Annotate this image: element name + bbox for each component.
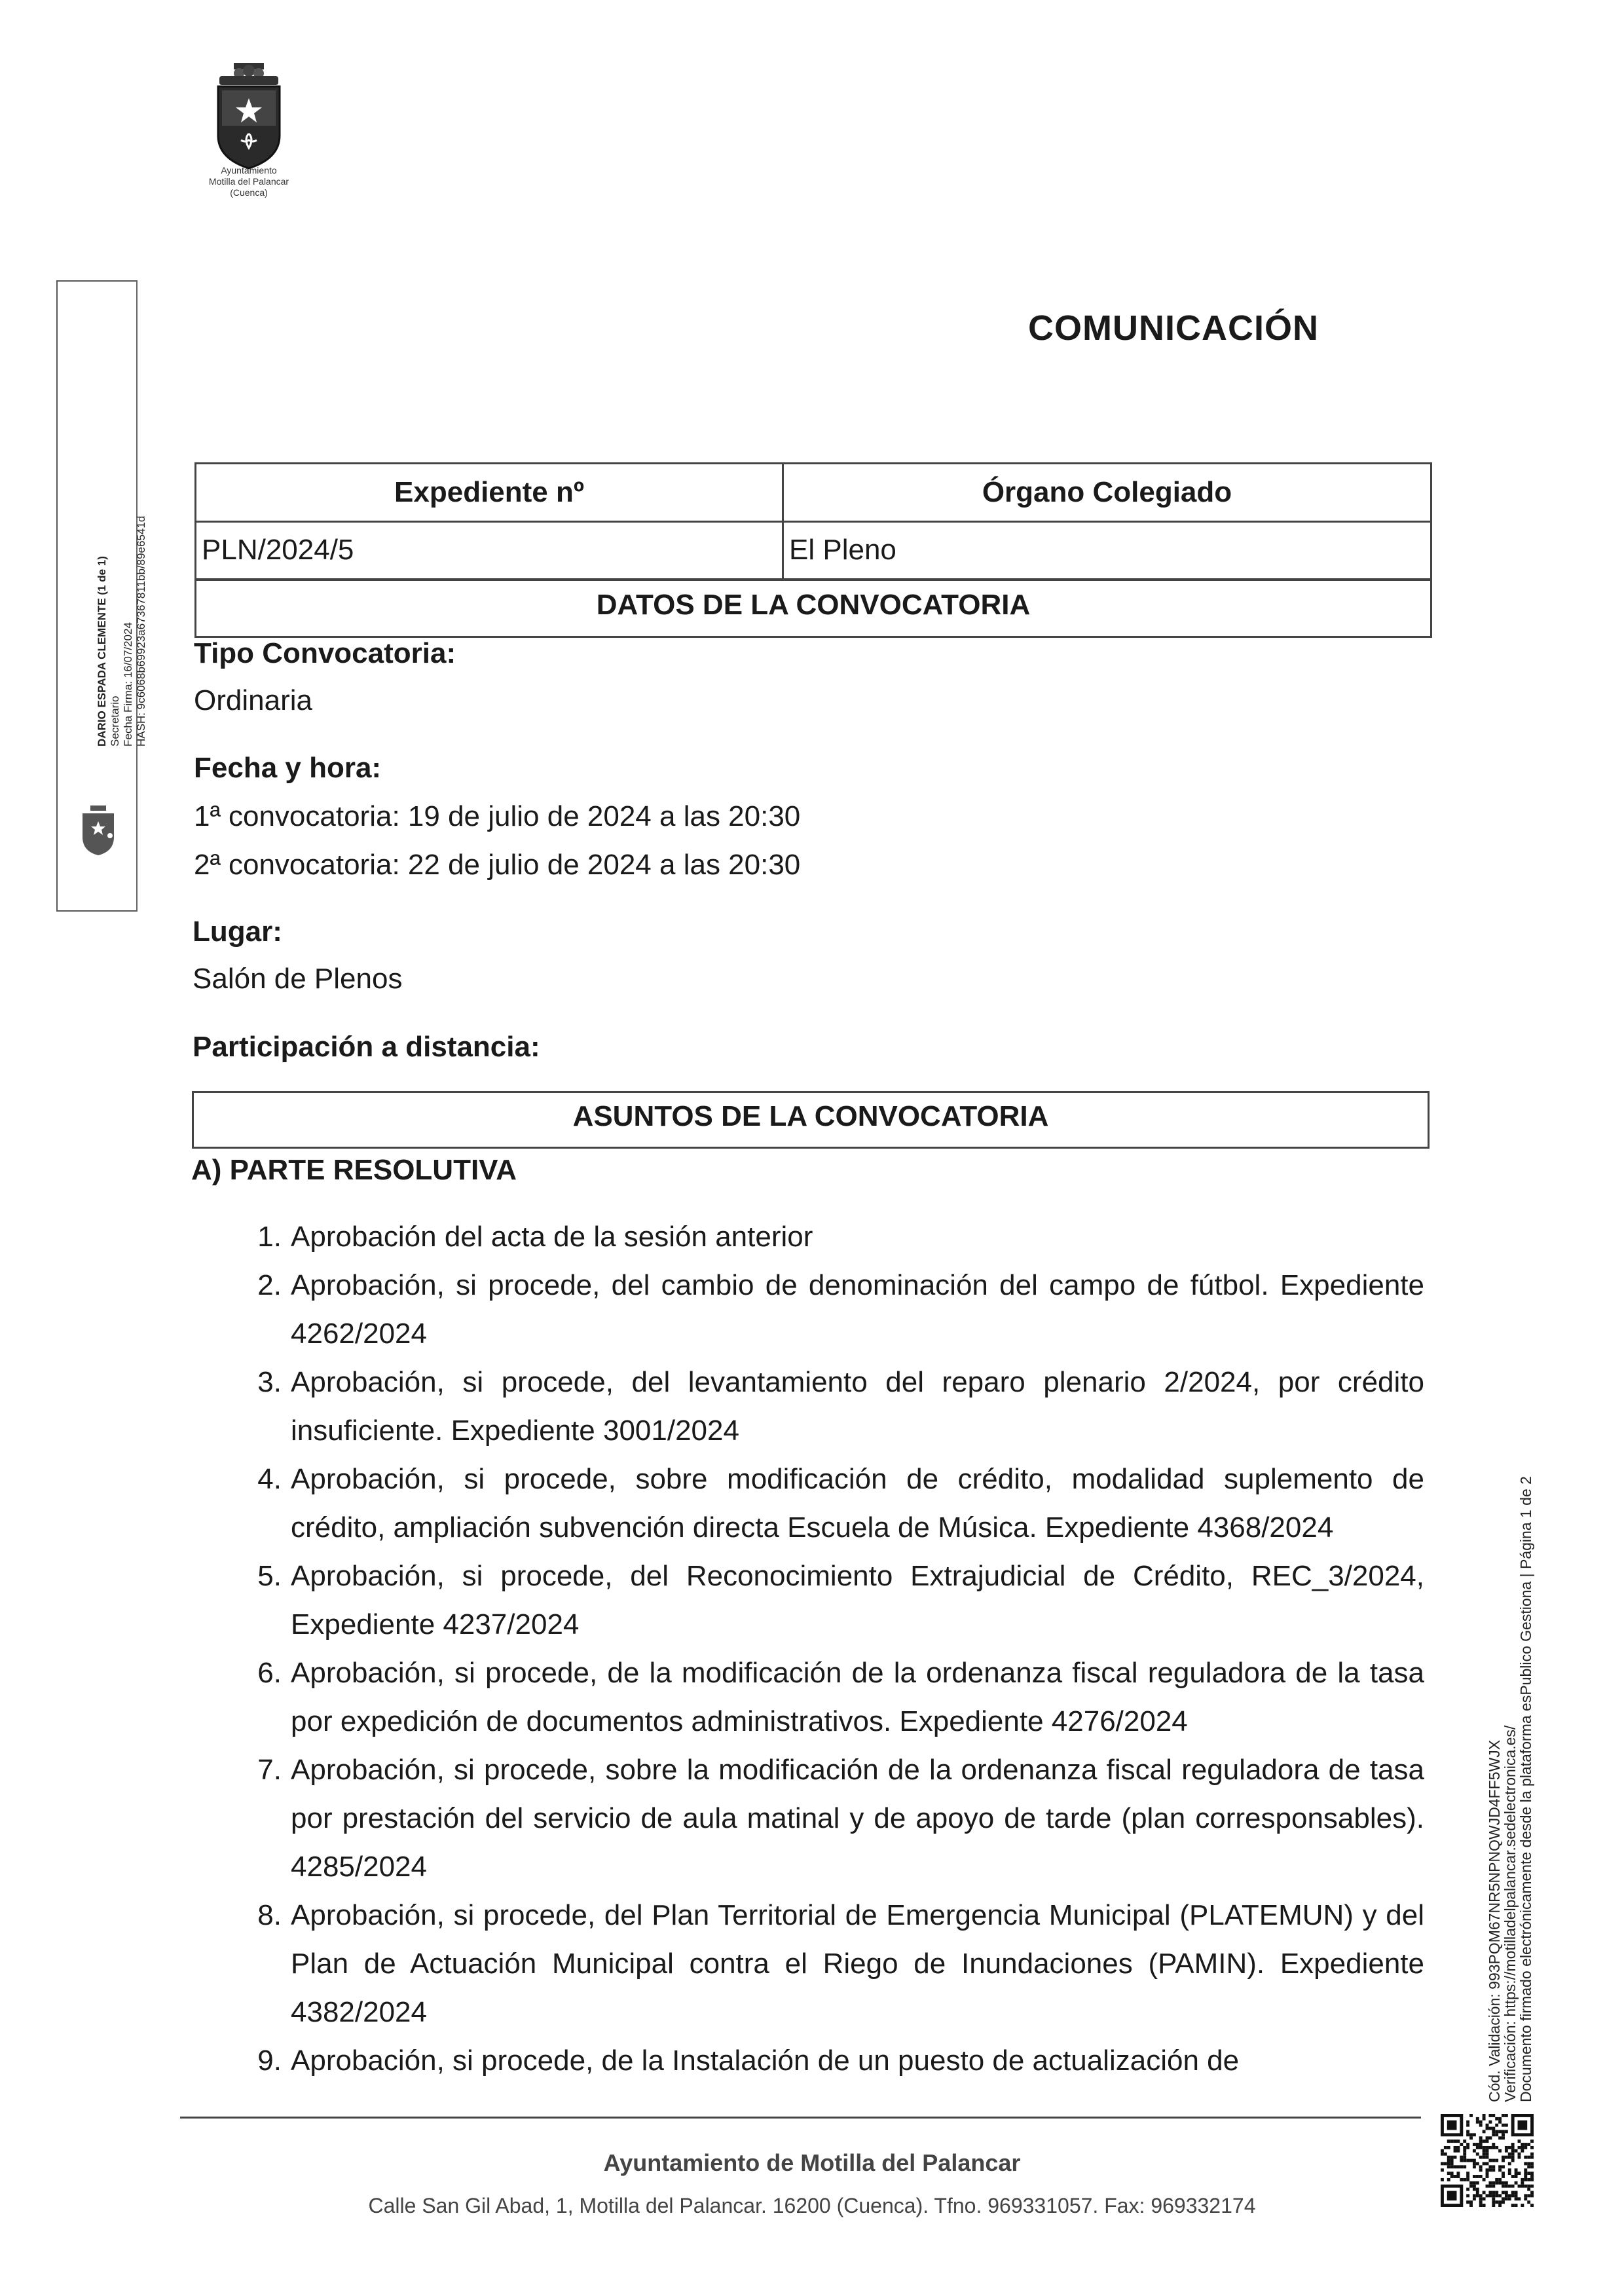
organo-value: El Pleno — [783, 521, 1431, 580]
list-item-text: Aprobación, si procede, sobre la modificación de la ordenanza fiscal reguladora de tasa por prestación del servicio de aula matinal y de apoyo de tarde (plan corresponsables). 4285/2024 — [291, 1754, 1424, 1883]
footer-address: Calle San Gil Abad, 1, Motilla del Palancar. 16200 (Cuenca). Tfno. 969331057. Fax: 969332174 — [368, 2194, 1256, 2217]
list-item-text: Aprobación, si procede, sobre modificación de crédito, modalidad suplemento de crédito, ampliación subvención directa Escuela de Música. Expediente 4368/2024 — [291, 1463, 1424, 1544]
list-item — [236, 1552, 1424, 1649]
asuntos-list — [236, 1213, 1424, 2085]
verification-url[interactable]: Verificación: https://motilladelpalancar.sedelectronica.es/ — [1502, 1725, 1519, 2102]
signature-stamp-text — [96, 516, 148, 747]
footer-organization: Ayuntamiento de Motilla del Palancar — [603, 2149, 1021, 2176]
crest-caption-line: Motilla del Palancar — [208, 176, 289, 187]
datos-convocatoria-heading: DATOS DE LA CONVOCATORIA — [194, 579, 1432, 638]
signature-hash: HASH: 9c6068b69923a67367811bb/89e6541d — [135, 515, 147, 747]
list-item-text: Aprobación, si procede, del levantamiento del reparo plenario 2/2024, por crédito insuficiente. Expediente 3001/2024 — [291, 1366, 1424, 1447]
list-item — [236, 1261, 1424, 1358]
list-item-text: Aprobación, si procede, del cambio de denominación del campo de fútbol. Expediente 4262/2024 — [291, 1269, 1424, 1350]
list-item — [236, 2037, 1424, 2085]
table-row — [196, 521, 1431, 580]
list-item-number: 4. — [257, 1463, 282, 1495]
list-item-number: 9. — [257, 2045, 282, 2077]
signed-note: Documento firmado electrónicamente desde la plataforma esPublico Gestiona | Página 1 de 2 — [1517, 1476, 1534, 2102]
tipo-value: Ordinaria — [194, 684, 312, 716]
expediente-value: PLN/2024/5 — [196, 521, 783, 580]
list-item-number: 6. — [257, 1657, 282, 1689]
document-title: COMUNICACIÓN — [1028, 308, 1319, 348]
validation-code: Cód. Validación: 993PQM67NR5NPNQWJD4FF5WJX — [1486, 1739, 1503, 2102]
lugar-value: Salón de Plenos — [193, 963, 403, 995]
crest-caption — [167, 165, 331, 198]
list-item-number: 2. — [257, 1269, 282, 1301]
list-item-text: Aprobación, si procede, de la Instalación de un puesto de actualización de — [291, 2045, 1240, 2077]
convocatoria-1: 1ª convocatoria: 19 de julio de 2024 a las 20:30 — [194, 800, 801, 832]
seal-icon — [72, 804, 124, 857]
table-header-expediente: Expediente nº — [196, 464, 783, 522]
signature-date: Fecha Firma: 16/07/2024 — [122, 622, 134, 747]
asuntos-convocatoria-heading: ASUNTOS DE LA CONVOCATORIA — [192, 1091, 1430, 1149]
list-item — [236, 1358, 1424, 1455]
footer-divider — [180, 2117, 1421, 2119]
tipo-label: Tipo Convocatoria: — [194, 637, 456, 669]
signer-role: Secretario — [109, 695, 121, 747]
list-item-number: 5. — [257, 1560, 282, 1592]
list-item — [236, 1213, 1424, 1261]
list-item-number: 3. — [257, 1366, 282, 1398]
list-item-number: 7. — [257, 1754, 282, 1786]
list-item-text: Aprobación del acta de la sesión anterior — [291, 1221, 813, 1253]
expediente-table — [194, 462, 1432, 580]
list-item-number: 8. — [257, 1899, 282, 1931]
fecha-label: Fecha y hora: — [194, 752, 382, 784]
list-item-number: 1. — [257, 1221, 282, 1253]
list-item — [236, 1746, 1424, 1891]
crest-caption-line: (Cuenca) — [230, 187, 268, 198]
verification-strip — [1486, 1476, 1534, 2102]
parte-resolutiva-label: A) PARTE RESOLUTIVA — [191, 1154, 517, 1186]
list-item — [236, 1649, 1424, 1746]
signer-name: DARIO ESPADA CLEMENTE (1 de 1) — [96, 556, 108, 747]
table-header-organo: Órgano Colegiado — [783, 464, 1431, 522]
list-item-text: Aprobación, si procede, del Plan Territorial de Emergencia Municipal (PLATEMUN) y del Plan de Actuación Municipal contra el Riego de Inundaciones (PAMIN). Expediente 4382/2024 — [291, 1899, 1424, 2028]
table-header-row — [196, 464, 1431, 522]
list-item — [236, 1455, 1424, 1552]
list-item — [236, 1891, 1424, 2037]
crest-caption-line: Ayuntamiento — [221, 165, 277, 176]
list-item-text: Aprobación, si procede, de la modificación de la ordenanza fiscal reguladora de la tasa por expedición de documentos administrativos. Expediente 4276/2024 — [291, 1657, 1424, 1737]
lugar-label: Lugar: — [193, 916, 282, 948]
list-item-text: Aprobación, si procede, del Reconocimiento Extrajudicial de Crédito, REC_3/2024, Expediente 4237/2024 — [291, 1560, 1424, 1640]
convocatoria-2: 2ª convocatoria: 22 de julio de 2024 a las 20:30 — [194, 849, 801, 881]
participacion-label: Participación a distancia: — [193, 1031, 540, 1063]
